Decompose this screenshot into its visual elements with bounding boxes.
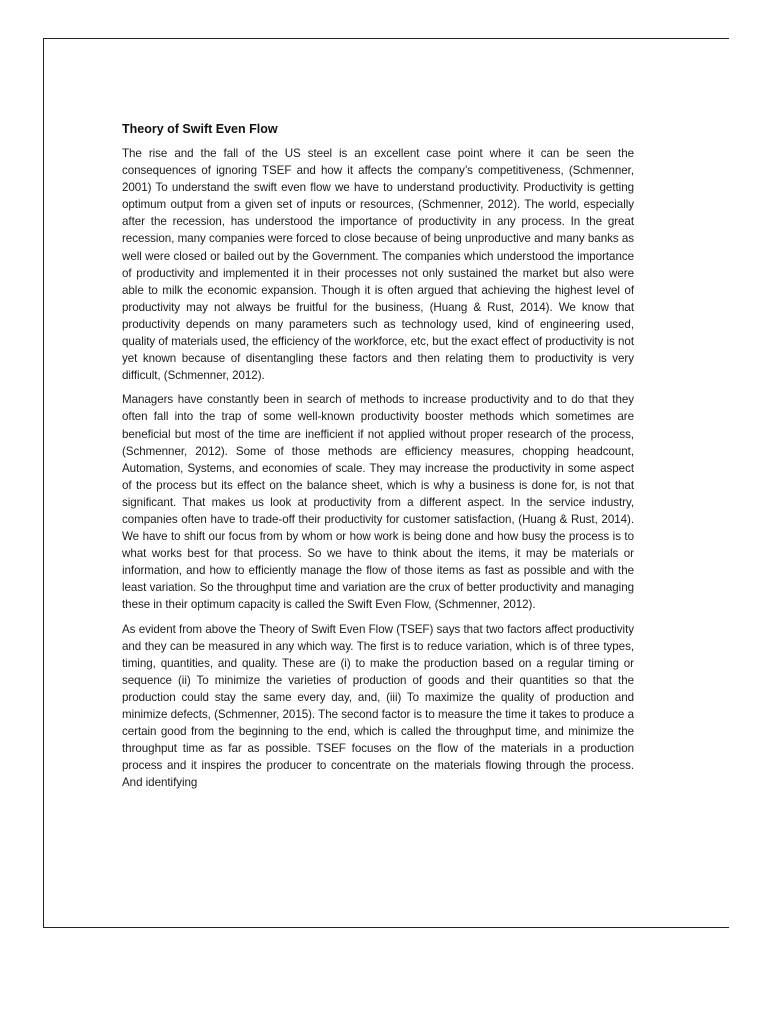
page-content: [122, 120, 634, 798]
paragraph-1: The rise and the fall of the US steel is an excellent case point where it can be seen the consequences of ignoring TSEF and how it affects the company’s competitiveness, (Schmenner, 2001) To understand the swift even flow we have to understand productivity. Productivity is getting optimum output from a given set of inputs or resources, (Schmenner, 2012). The world, especially after the recession, has understood the importance of productivity in any process. In the great recession, many companies were forced to close because of being unproductive and many banks as well were closed or bailed out by the Government. The companies which understood the importance of productivity and implemented it in their processes not only sustained the market but also were able to milk the economic expansion. Though it is often argued that achieving the highest level of productivity may not always be fruitful for the business, (Huang & Rust, 2014). We know that productivity depends on many parameters such as technology used, kind of engineering used, quality of materials used, the efficiency of the workforce, etc, but the exact effect of productivity is not yet known because of disentangling these factors and then relating them to productivity is very difficult, (Schmenner, 2012).: [122, 147, 634, 383]
paragraph-3: As evident from above the Theory of Swift Even Flow (TSEF) says that two factors affect productivity and they can be measured in any which way. The first is to reduce variation, which is of three types, timing, quantities, and quality. These are (i) to make the production based on a regular timing or sequence (ii) To minimize the varieties of production of goods and their quantities so that the production could stay the same every day, and, (iii) To maximize the quality of production and minimize defects, (Schmenner, 2015). The second factor is to measure the time it takes to produce a certain good from the beginning to the end, which is called the throughput time, and minimize the throughput time as far as possible. TSEF focuses on the flow of the materials in a production process and it inspires the producer to concentrate on the materials flowing through the process. And identifying: [122, 622, 634, 790]
paragraph-2: Managers have constantly been in search of methods to increase productivity and to do that they often fall into the trap of some well-known productivity booster methods which sometimes are beneficial but most of the time are inefficient if not applied without proper research of the process, (Schmenner, 2012). Some of those methods are efficiency measures, chopping headcount, Automation, Systems, and economies of scale. They may increase the productivity in some aspect of the process but its effect on the balance sheet, which is why a business is done for, is not that significant. That makes us look at productivity from a different aspect. In the service industry, companies often have to trade-off their productivity for customer satisfaction, (Huang & Rust, 2014). We have to shift our focus from by whom or how work is being done and how busy the process is to what works best for that process. So we have to think about the items, it may be materials or information, and how to efficiently manage the flow of those items as fast as possible and with the least variation. So the throughput time and variation are the crux of better productivity and managing these in their optimum capacity is called the Swift Even Flow, (Schmenner, 2012).: [122, 393, 634, 612]
document-page: [43, 38, 729, 928]
document-title: Theory of Swift Even Flow: [122, 122, 278, 136]
